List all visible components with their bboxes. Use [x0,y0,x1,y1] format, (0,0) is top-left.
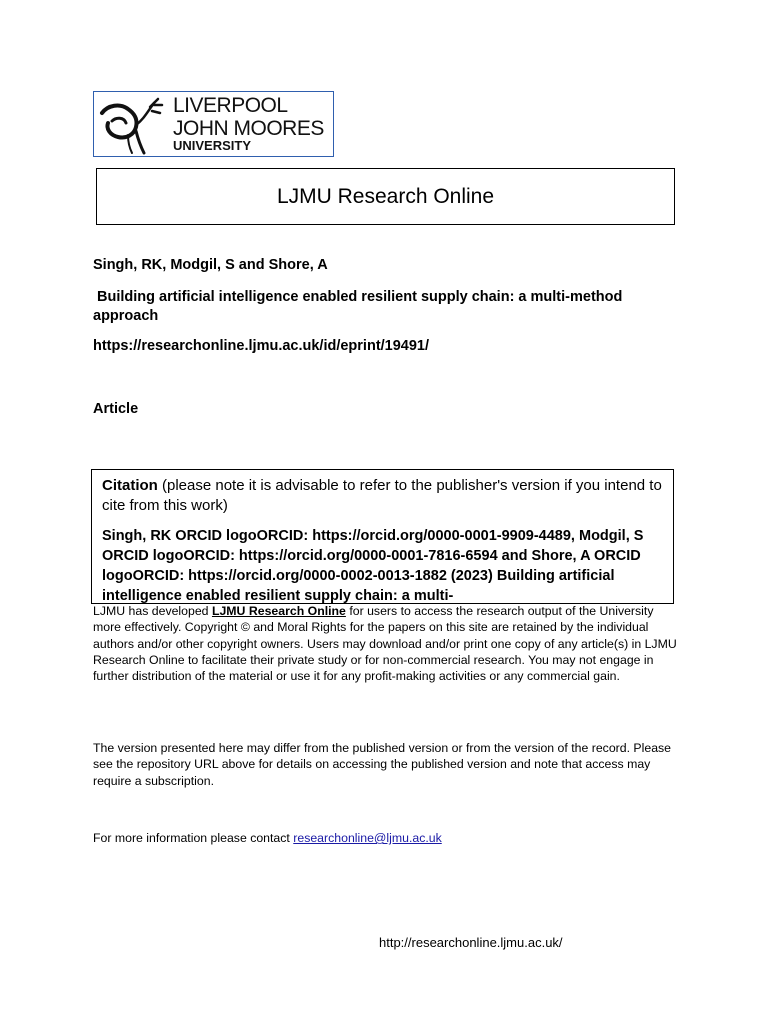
citation-heading [102,476,662,516]
contact-email-link[interactable]: researchonline@ljmu.ac.uk [293,831,442,845]
university-logo [93,91,334,157]
copyright-notice [93,603,683,684]
citation-label: Citation [102,477,158,494]
version-note: The version presented here may differ from the published version or from the version of the record. Please see the repository URL above for details on accessing the published version and note that access may require a subscription. [93,741,672,788]
logo-line-2: JOHN MOORES [173,117,324,140]
footer-url[interactable]: http://researchonline.ljmu.ac.uk/ [379,935,563,950]
contact-prefix: For more information please contact [93,831,294,845]
header-title-box [96,168,675,225]
item-type: Article [93,401,139,417]
citation-note: (please note it is advisable to refer to the publisher's version if you intend to cite from this work) [102,477,662,514]
citation-text: Singh, RK ORCID logoORCID: https://orcid.org/0000-0001-9909-4489, Modgil, S ORCID logoORCID: https://orcid.org/0000-0001-7816-6594 and Shore, A ORCID logoORCID: https://orcid.org/0000-0002-0013-1882 (2023) Building artificial intelligence enabled resilient supply chain: a multi- [102,528,644,604]
logo-line-3: UNIVERSITY [173,138,252,153]
research-online-link[interactable]: LJMU Research Online [211,604,346,618]
eprint-url[interactable]: https://researchonline.ljmu.ac.uk/id/eprint/19491/ [93,338,430,354]
authors: Singh, RK, Modgil, S and Shore, A [93,257,328,273]
liver-bird-icon [98,95,170,155]
citation-box [91,469,674,604]
notice-prefix: LJMU has developed [93,604,212,618]
paper-title: Building artificial intelligence enabled resilient supply chain: a multi-method approach [93,289,627,324]
contact-line [93,830,683,846]
notice-suffix: for users to access the research output of the University more effectively. Copyright © and Moral Rights for the papers on this site are retained by the individual authors and/or other copyright owners. Users may download and/or print one copy of any article(s) in LJMU Research Online to facilitate their private study or for non-commercial research. You may not engage in further distribution of the material or use it for any profit-making activities or any commercial gain. [93,604,677,684]
header-title: LJMU Research Online [276,184,495,208]
logo-line-1: LIVERPOOL [173,94,288,117]
